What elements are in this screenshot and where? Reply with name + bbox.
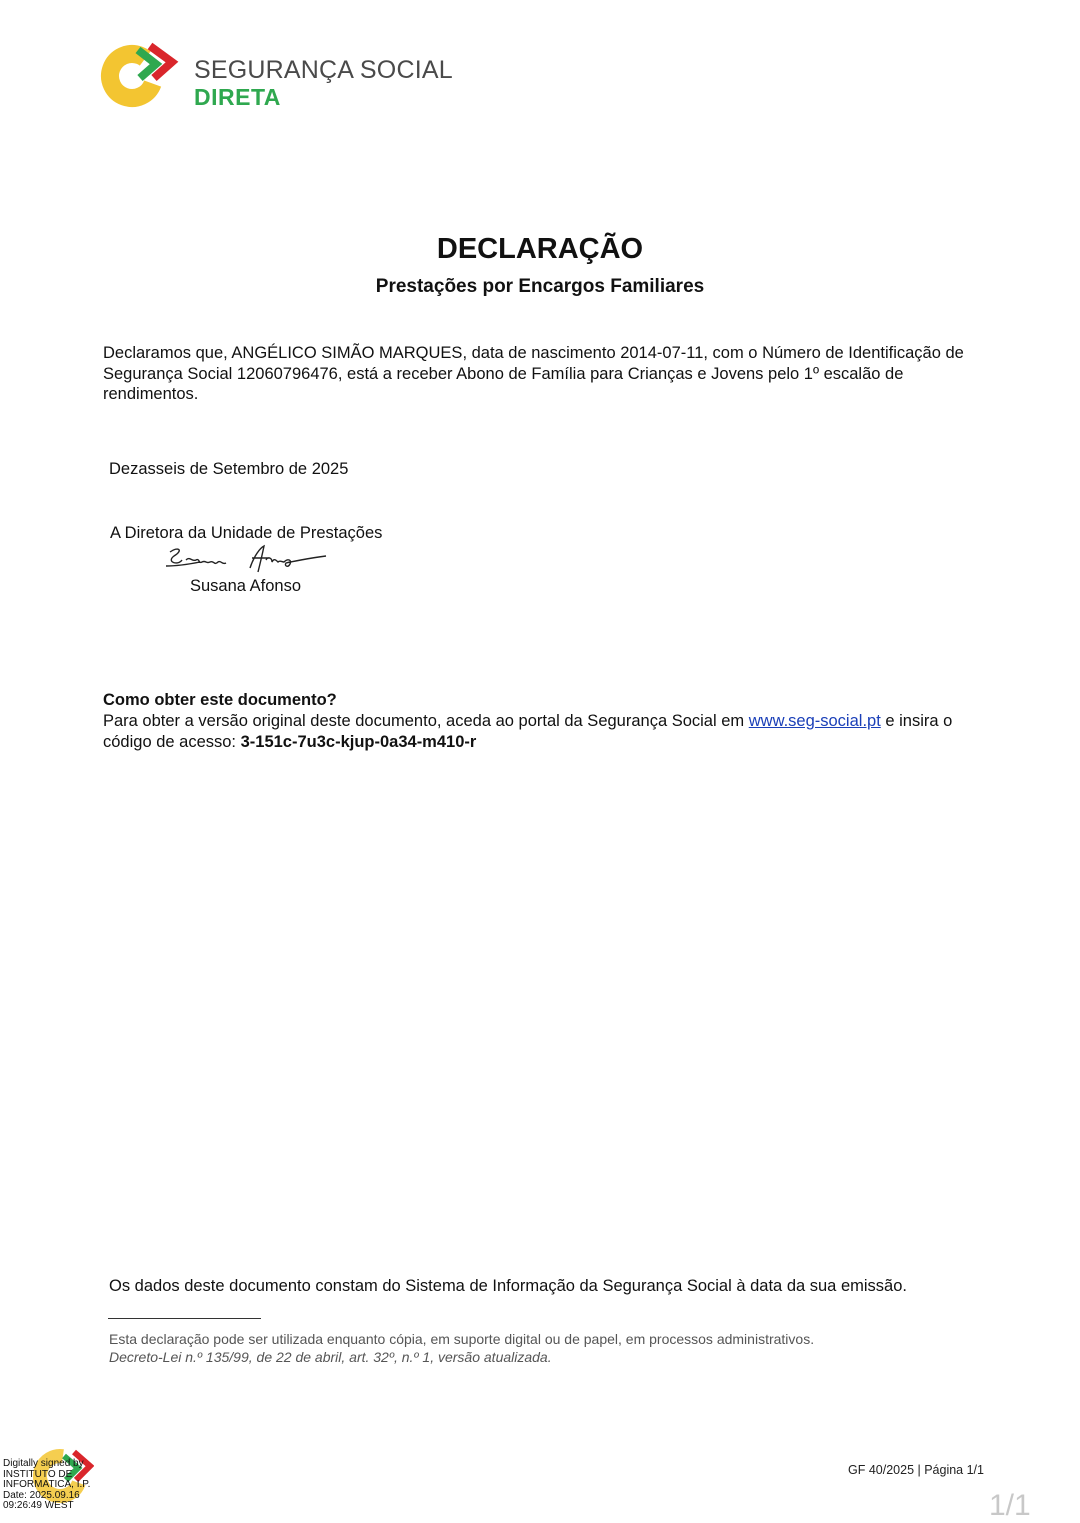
seg-social-link[interactable]: www.seg-social.pt — [748, 712, 881, 730]
document-title: DECLARAÇÃO — [436, 233, 644, 265]
digital-signature-text — [3, 1459, 113, 1512]
footnote-line1: Esta declaração pode ser utilizada enquanto cópia, em suporte digital ou de papel, em processos administrativos. — [109, 1331, 815, 1347]
declaration-body: Declaramos que, ANGÉLICO SIMÃO MARQUES, data de nascimento 2014-07-11, com o Número de Identificação de Segurança Social 12060796476, está a receber Abono de Família para Crianças e Jovens pelo 1º escalão de rendimentos. — [103, 344, 964, 403]
digital-signature-line: INFORMATICA, I.P. — [3, 1479, 91, 1490]
logo-text-line2: DIRETA — [194, 84, 281, 110]
digital-signature-line: Digitally signed by — [3, 1458, 84, 1469]
how-to-title: Como obter este documento? — [103, 691, 337, 709]
logo-text-line1: SEGURANÇA SOCIAL — [194, 56, 453, 84]
page-number-indicator: 1/1 — [989, 1489, 1031, 1522]
document-subtitle: Prestações por Encargos Familiares — [375, 276, 705, 297]
declaration-date: Dezasseis de Setembro de 2025 — [109, 460, 349, 478]
how-to-text-after: e insira o código de acesso: — [103, 712, 953, 751]
footnote-divider — [108, 1318, 261, 1319]
handwritten-signature — [160, 542, 330, 578]
signer-role: A Diretora da Unidade de Prestações — [110, 524, 383, 542]
how-to-text — [103, 711, 973, 753]
how-to-text-before: Para obter a versão original deste documento, aceda ao portal da Segurança Social em — [103, 712, 749, 730]
digital-signature-line: 09:26:49 WEST — [3, 1500, 74, 1511]
footnote-line2: Decreto-Lei n.º 135/99, de 22 de abril, art. 32º, n.º 1, versão atualizada. — [109, 1349, 552, 1365]
signer-name: Susana Afonso — [190, 577, 302, 595]
access-code: 3-151c-7u3c-kjup-0a34-m410-r — [240, 733, 477, 751]
digital-signature-line: Date: 2025.09.16 — [3, 1489, 80, 1501]
page-info: GF 40/2025 | Página 1/1 — [848, 1463, 984, 1477]
digital-signature-line: INSTITUTO DE — [3, 1468, 73, 1480]
footer-note: Os dados deste documento constam do Sistema de Informação da Segurança Social à data da sua emissão. — [109, 1277, 907, 1295]
